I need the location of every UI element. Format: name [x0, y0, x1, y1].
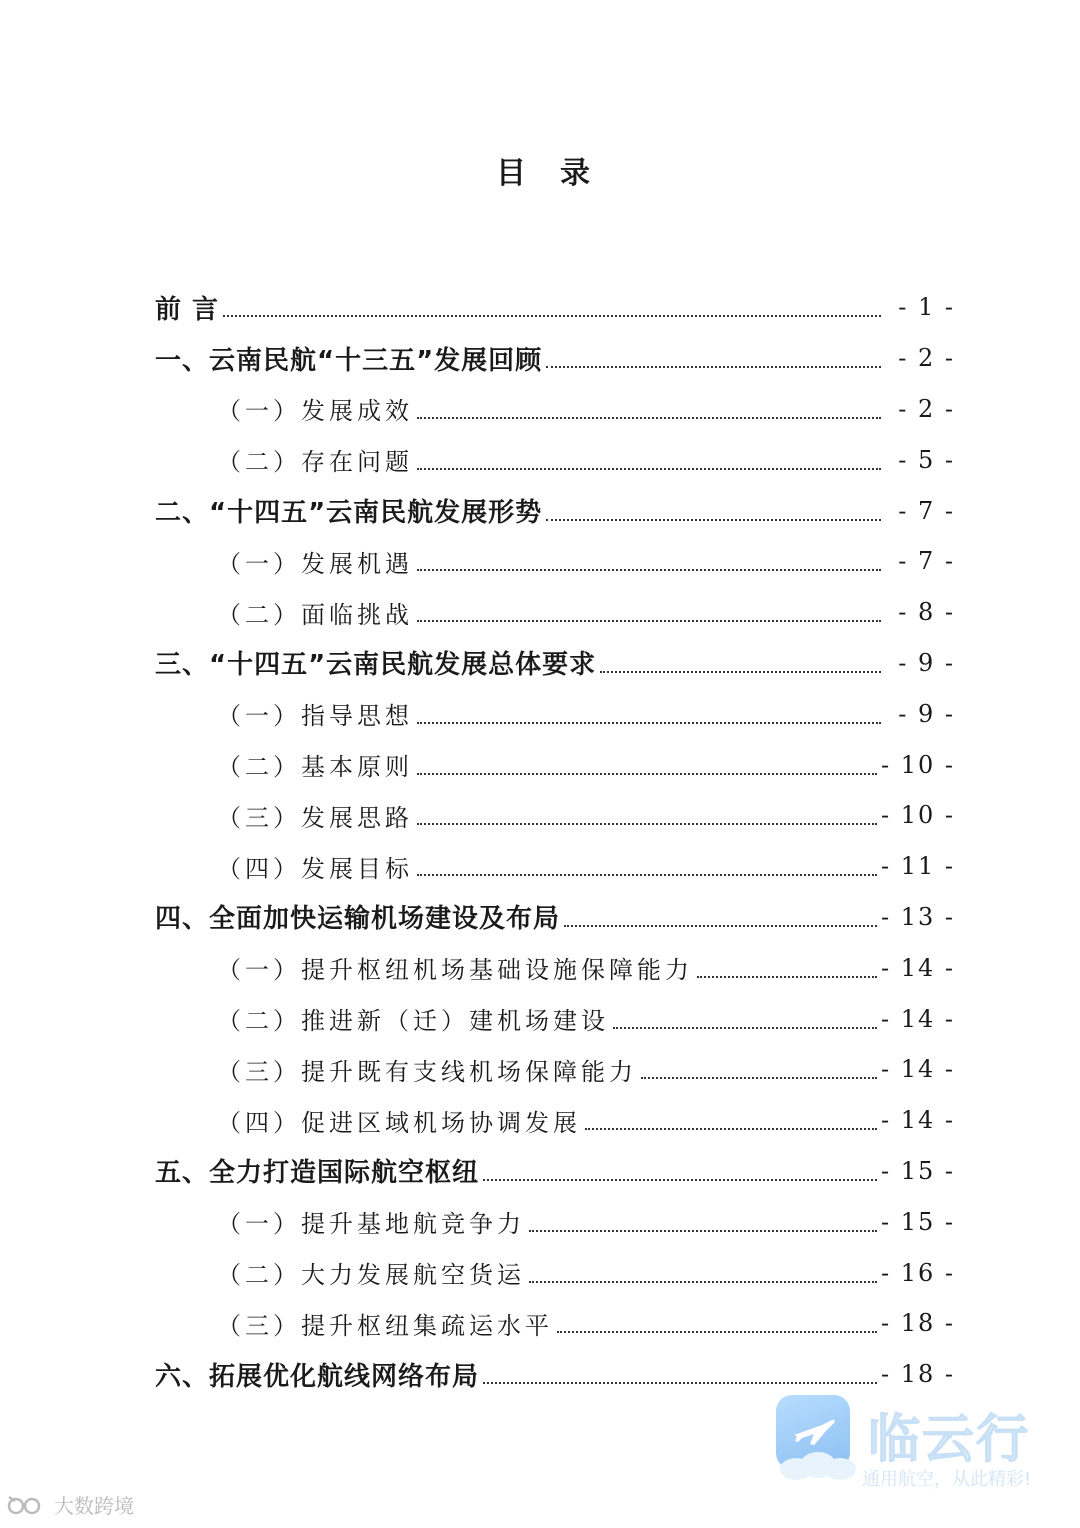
toc-page-number: - 10 -: [880, 801, 955, 830]
toc-entry-label: 六、拓展优化航线网络布局: [155, 1361, 480, 1392]
toc-entry-label: （一）发展成效: [217, 397, 413, 426]
toc-subsection-entry[interactable]: [155, 688, 955, 739]
watermark-slogan: 通用航空，从此精彩!: [862, 1469, 1032, 1490]
toc-subsection-entry[interactable]: [155, 536, 955, 587]
toc-section-entry[interactable]: [155, 333, 955, 384]
toc-page-number: - 2 -: [898, 394, 955, 423]
dot-leader: [417, 823, 877, 825]
dot-leader: [417, 773, 877, 775]
toc-page-number: - 7 -: [898, 547, 955, 576]
toc-entry-label: （一）提升基地航竞争力: [217, 1210, 525, 1239]
plane-icon: [792, 1417, 836, 1447]
dot-leader: [546, 519, 881, 521]
toc-entry-label: 前 言: [155, 294, 220, 325]
toc-page-number: - 15 -: [880, 1156, 955, 1185]
toc-page-number: - 10 -: [880, 750, 955, 779]
dot-leader: [417, 620, 881, 622]
toc-entry-label: （三）提升枢纽集疏运水平: [217, 1311, 553, 1340]
page-title: 目录: [496, 156, 624, 191]
toc-page-number: - 9 -: [898, 648, 955, 677]
toc-page-number: - 14 -: [880, 1004, 955, 1033]
toc-entry-label: （二）存在问题: [217, 448, 413, 477]
toc-section-entry[interactable]: [155, 638, 955, 689]
toc-page-number: - 18 -: [880, 1309, 955, 1338]
toc-entry-label: （二）基本原则: [217, 753, 413, 782]
corner-watermark: [6, 1490, 134, 1519]
toc-page-number: - 5 -: [898, 445, 955, 474]
dot-leader: [641, 1077, 877, 1079]
toc-subsection-entry[interactable]: [155, 993, 955, 1044]
toc-entry-label: 五、全力打造国际航空枢纽: [155, 1158, 480, 1189]
toc-entry-label: （一）指导思想: [217, 702, 413, 731]
table-of-contents: [155, 282, 955, 1400]
toc-entry-label: （一）发展机遇: [217, 549, 413, 578]
dot-leader: [417, 874, 877, 876]
toc-subsection-entry[interactable]: [155, 739, 955, 790]
corner-watermark-text: 大数跨境: [54, 1494, 134, 1518]
toc-entry-label: 四、全面加快运输机场建设及布局: [155, 904, 561, 935]
toc-entry-label: （三）发展思路: [217, 803, 413, 832]
cloud-icon: [778, 1451, 858, 1481]
dot-leader: [417, 722, 881, 724]
watermark-name: 临云行: [868, 1410, 1031, 1470]
toc-subsection-entry[interactable]: [155, 587, 955, 638]
dot-leader: [483, 1382, 877, 1384]
dot-leader: [417, 417, 881, 419]
toc-entry-label: 一、云南民航“十三五”发展回顾: [155, 345, 543, 376]
toc-entry-label: （二）面临挑战: [217, 600, 413, 629]
dot-leader: [483, 1179, 877, 1181]
toc-page-number: - 9 -: [898, 699, 955, 728]
dot-leader: [564, 925, 877, 927]
toc-entry-label: （三）提升既有支线机场保障能力: [217, 1057, 637, 1086]
dot-leader: [613, 1027, 877, 1029]
toc-subsection-entry[interactable]: [155, 1298, 955, 1349]
toc-section-entry[interactable]: [155, 282, 955, 333]
toc-page-number: - 13 -: [880, 902, 955, 931]
toc-section-entry[interactable]: [155, 1146, 955, 1197]
toc-page-number: - 18 -: [880, 1360, 955, 1389]
toc-entry-label: （二）大力发展航空货运: [217, 1261, 525, 1290]
dot-leader: [529, 1230, 877, 1232]
dot-leader: [223, 315, 881, 317]
toc-entry-label: （四）促进区域机场协调发展: [217, 1108, 581, 1137]
toc-subsection-entry[interactable]: [155, 1095, 955, 1146]
dot-leader: [546, 366, 881, 368]
toc-entry-label: （四）发展目标: [217, 854, 413, 883]
toc-page-number: - 7 -: [898, 496, 955, 525]
toc-entry-label: （二）推进新（迁）建机场建设: [217, 1007, 609, 1036]
toc-page-number: - 8 -: [898, 598, 955, 627]
toc-page-number: - 1 -: [898, 293, 955, 322]
toc-page-number: - 14 -: [880, 1055, 955, 1084]
toc-subsection-entry[interactable]: [155, 790, 955, 841]
toc-section-entry[interactable]: [155, 892, 955, 943]
toc-section-entry[interactable]: [155, 1349, 955, 1400]
toc-subsection-entry[interactable]: [155, 841, 955, 892]
dot-leader: [529, 1281, 877, 1283]
dot-leader: [600, 671, 881, 673]
toc-subsection-entry[interactable]: [155, 1044, 955, 1095]
dot-leader: [417, 569, 881, 571]
toc-page-number: - 14 -: [880, 1106, 955, 1135]
eye-logo-icon: [6, 1492, 50, 1518]
dot-leader: [417, 468, 881, 470]
dot-leader: [585, 1128, 877, 1130]
toc-subsection-entry[interactable]: [155, 1196, 955, 1247]
toc-entry-label: 三、“十四五”云南民航发展总体要求: [155, 650, 597, 681]
toc-subsection-entry[interactable]: [155, 942, 955, 993]
toc-page-number: - 2 -: [898, 344, 955, 373]
dot-leader: [557, 1331, 877, 1333]
toc-page-number: - 11 -: [880, 852, 955, 881]
toc-entry-label: （一）提升枢纽机场基础设施保障能力: [217, 956, 693, 985]
toc-subsection-entry[interactable]: [155, 434, 955, 485]
toc-page-number: - 16 -: [880, 1258, 955, 1287]
toc-subsection-entry[interactable]: [155, 384, 955, 435]
toc-page-number: - 15 -: [880, 1207, 955, 1236]
toc-page-number: - 14 -: [880, 953, 955, 982]
watermark-logo: [776, 1395, 1056, 1495]
toc-subsection-entry[interactable]: [155, 1247, 955, 1298]
toc-entry-label: 二、“十四五”云南民航发展形势: [155, 498, 543, 529]
toc-section-entry[interactable]: [155, 485, 955, 536]
dot-leader: [697, 976, 877, 978]
